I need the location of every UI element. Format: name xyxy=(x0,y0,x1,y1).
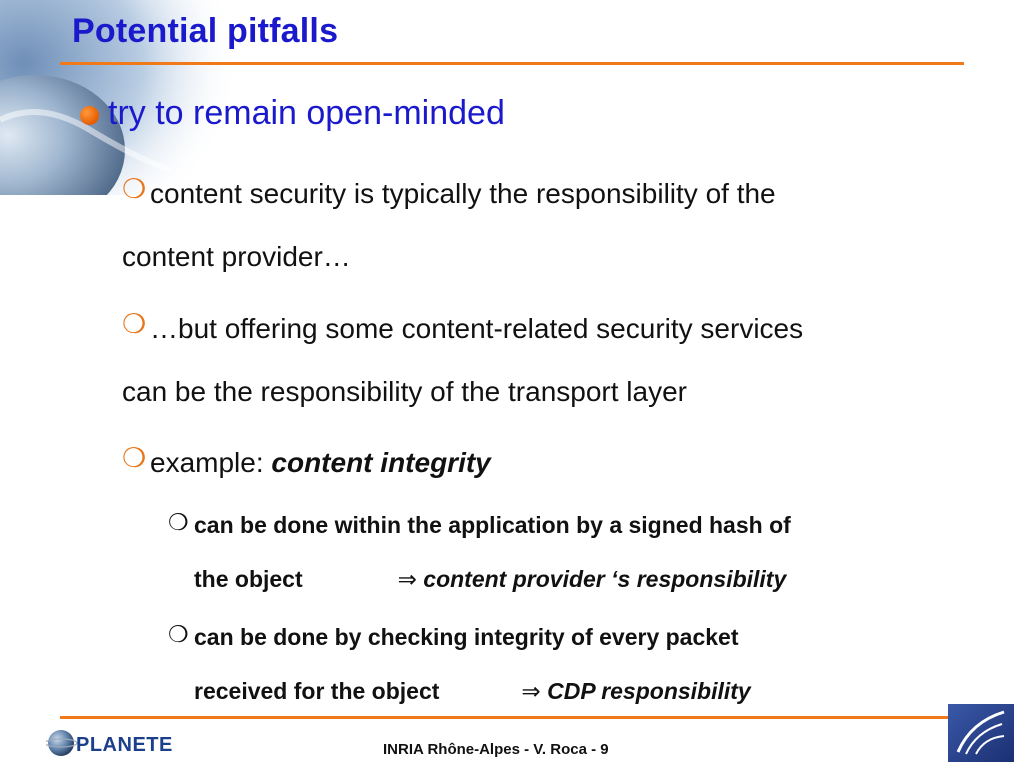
sub-bullet-example xyxy=(122,431,952,494)
subsub-bullet-signed-hash xyxy=(168,498,968,606)
subsub-result: CDP responsibility xyxy=(547,678,751,704)
ring-bullet-icon: ❍ xyxy=(122,174,147,204)
sub-bullet-line: can be the responsibility of the transport layer xyxy=(122,376,687,407)
sub-bullet-transport-layer xyxy=(122,297,952,423)
footer-rule xyxy=(60,716,948,719)
ring-bullet-icon: ❍ xyxy=(122,443,147,473)
subsub-bullet-line: can be done by checking integrity of every packet xyxy=(194,624,739,650)
ring-bullet-icon: ❍ xyxy=(122,309,147,339)
subsub-bullet-line: can be done within the application by a signed hash of xyxy=(194,512,791,538)
example-prefix: example: xyxy=(150,447,272,478)
subsub-bullet-line: received for the object xyxy=(194,678,440,704)
planete-logo-text: PLANETE xyxy=(76,734,173,756)
inria-corner-logo-icon xyxy=(946,702,1016,764)
sub-bullet-line: content provider… xyxy=(122,241,351,272)
implies-arrow-icon: ⇒ xyxy=(521,678,541,704)
example-emphasis: content integrity xyxy=(271,447,491,478)
title-underline xyxy=(60,62,964,65)
bullet-text: try to remain open-minded xyxy=(108,94,505,132)
implies-arrow-icon: ⇒ xyxy=(397,566,417,592)
planete-globe-logo-icon xyxy=(46,726,80,760)
ring-bullet-icon: ❍ xyxy=(168,509,189,535)
slide-title: Potential pitfalls xyxy=(72,12,339,50)
footer-credit: INRIA Rhône-Alpes - V. Roca - 9 xyxy=(383,741,609,758)
sub-bullet-line: …but offering some content-related security services xyxy=(150,313,804,344)
sub-bullet-content-provider xyxy=(122,162,952,288)
bullet-dot-icon xyxy=(80,106,99,125)
subsub-bullet-packet-integrity xyxy=(168,610,968,718)
subsub-result: content provider ‘s responsibility xyxy=(423,566,787,592)
subsub-bullet-line: the object xyxy=(194,566,303,592)
sub-bullet-line: content security is typically the responsibility of the xyxy=(150,178,776,209)
ring-bullet-icon: ❍ xyxy=(168,621,189,647)
